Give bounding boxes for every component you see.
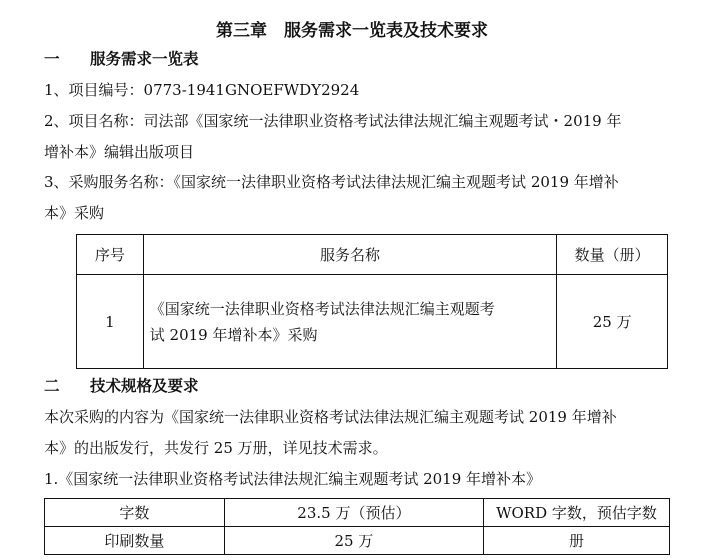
service-name-line-2: 本》采购 — [44, 204, 105, 222]
table-header-row — [77, 235, 668, 275]
paragraph-line-1: 本次采购的内容为《国家统一法律职业资格考试法律法规汇编主观题考试 2019 年增补 — [44, 408, 617, 426]
service-table — [76, 234, 668, 369]
spec-label: 印刷数量 — [45, 527, 225, 555]
project-name-line-1: 2、项目名称：司法部《国家统一法律职业资格考试法律法规汇编主观题考试・2019 年 — [44, 112, 622, 130]
section-number: 二 — [44, 376, 60, 395]
section-heading-1 — [44, 49, 199, 69]
table-row — [77, 275, 668, 369]
spec-value: 25 万 — [224, 527, 483, 555]
row-quantity: 25 万 — [557, 275, 668, 369]
section-title: 技术规格及要求 — [90, 376, 199, 395]
table-row — [45, 527, 670, 555]
row-service-name — [143, 275, 556, 369]
header-index: 序号 — [77, 235, 144, 275]
spec-note: WORD 字数，预估字数 — [484, 499, 670, 527]
subsection-title: 1.《国家统一法律职业资格考试法律法规汇编主观题考试 2019 年增补本》 — [44, 470, 542, 488]
project-number: 1、项目编号：0773-1941GNOEFWDY2924 — [44, 81, 360, 99]
service-name-line-1: 3、采购服务名称：《国家统一法律职业资格考试法律法规汇编主观题考试 2019 年增补 — [44, 173, 619, 191]
spec-note: 册 — [484, 527, 670, 555]
row-service-name-line-2: 试 2019 年增补本》采购 — [149, 325, 318, 344]
row-service-name-line-1: 《国家统一法律职业资格考试法律法规汇编主观题考 — [149, 299, 495, 318]
table-row — [45, 499, 670, 527]
row-index: 1 — [77, 275, 144, 369]
header-service-name: 服务名称 — [143, 235, 556, 275]
chapter-title: 第三章 服务需求一览表及技术要求 — [216, 21, 488, 41]
spec-label: 字数 — [45, 499, 225, 527]
spec-value: 23.5 万（预估） — [224, 499, 483, 527]
section-number: 一 — [44, 49, 60, 68]
header-quantity: 数量（册） — [557, 235, 668, 275]
section-title: 服务需求一览表 — [90, 49, 199, 68]
section-heading-2 — [44, 376, 199, 396]
paragraph-line-2: 本》的出版发行，共发行 25 万册，详见技术需求。 — [44, 439, 388, 457]
spec-table — [44, 498, 670, 555]
project-name-line-2: 增补本》编辑出版项目 — [44, 143, 195, 161]
